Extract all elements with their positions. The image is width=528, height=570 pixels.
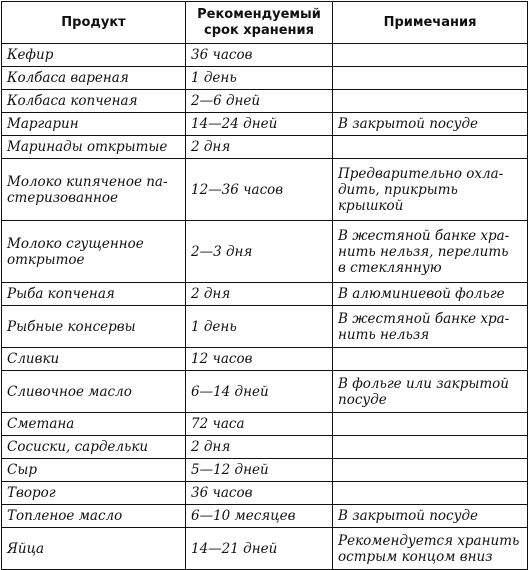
term-cell: 6—14 дней [186, 371, 333, 413]
table-row [2, 459, 528, 482]
table-row [2, 413, 528, 436]
term-cell: 36 часов [186, 482, 333, 505]
table-row [2, 482, 528, 505]
table-row [2, 159, 528, 221]
table-row [2, 136, 528, 159]
product-cell: Сметана [2, 413, 186, 436]
note-cell [333, 348, 528, 371]
note-cell [333, 90, 528, 113]
term-cell: 72 часа [186, 413, 333, 436]
note-cell: В фольге или закрытой посуде [333, 371, 528, 413]
term-cell: 1 день [186, 306, 333, 348]
term-cell: 2 дня [186, 436, 333, 459]
product-cell: Творог [2, 482, 186, 505]
table-row [2, 113, 528, 136]
note-cell: В жестяной банке хра- нить нельзя [333, 306, 528, 348]
note-cell [333, 67, 528, 90]
product-cell: Сыр [2, 459, 186, 482]
note-cell: Рекомендуется хранить острым концом вниз [333, 528, 528, 570]
term-cell: 2—3 дня [186, 221, 333, 283]
note-cell [333, 436, 528, 459]
note-cell [333, 459, 528, 482]
note-cell: В закрытой посуде [333, 505, 528, 528]
term-cell: 12—36 часов [186, 159, 333, 221]
header-row [2, 2, 528, 44]
product-cell: Молоко сгущенное открытое [2, 221, 186, 283]
note-cell: Предварительно охла- дить, прикрыть крышкой [333, 159, 528, 221]
term-cell: 5—12 дней [186, 459, 333, 482]
table-row [2, 371, 528, 413]
term-cell: 1 день [186, 67, 333, 90]
product-cell: Топленое масло [2, 505, 186, 528]
table-row [2, 90, 528, 113]
table-row [2, 306, 528, 348]
term-cell: 2—6 дней [186, 90, 333, 113]
product-cell: Яйца [2, 528, 186, 570]
table-row [2, 348, 528, 371]
header-product: Продукт [2, 2, 186, 44]
table-row [2, 528, 528, 570]
header-notes: Примечания [333, 2, 528, 44]
term-cell: 36 часов [186, 44, 333, 67]
product-cell: Маринады открытые [2, 136, 186, 159]
note-cell [333, 44, 528, 67]
term-cell: 2 дня [186, 283, 333, 306]
header-term: Рекомендуемый срок хранения [186, 2, 333, 44]
term-cell: 2 дня [186, 136, 333, 159]
table-row [2, 436, 528, 459]
table-row [2, 67, 528, 90]
product-cell: Кефир [2, 44, 186, 67]
term-cell: 14—24 дней [186, 113, 333, 136]
note-cell [333, 136, 528, 159]
note-cell: В алюминиевой фольге [333, 283, 528, 306]
note-cell: В закрытой посуде [333, 113, 528, 136]
product-cell: Колбаса вареная [2, 67, 186, 90]
term-cell: 12 часов [186, 348, 333, 371]
table-row [2, 505, 528, 528]
product-cell: Маргарин [2, 113, 186, 136]
product-cell: Сливки [2, 348, 186, 371]
note-cell [333, 482, 528, 505]
product-cell: Молоко кипяченое па- стеризованное [2, 159, 186, 221]
term-cell: 6—10 месяцев [186, 505, 333, 528]
note-cell: В жестяной банке хра- нить нельзя, перелить в стеклянную [333, 221, 528, 283]
product-cell: Рыбные консервы [2, 306, 186, 348]
storage-table [1, 1, 528, 570]
product-cell: Сосиски, сардельки [2, 436, 186, 459]
table-row [2, 44, 528, 67]
product-cell: Рыба копченая [2, 283, 186, 306]
table-row [2, 221, 528, 283]
table-row [2, 283, 528, 306]
note-cell [333, 413, 528, 436]
product-cell: Колбаса копченая [2, 90, 186, 113]
product-cell: Сливочное масло [2, 371, 186, 413]
term-cell: 14—21 дней [186, 528, 333, 570]
